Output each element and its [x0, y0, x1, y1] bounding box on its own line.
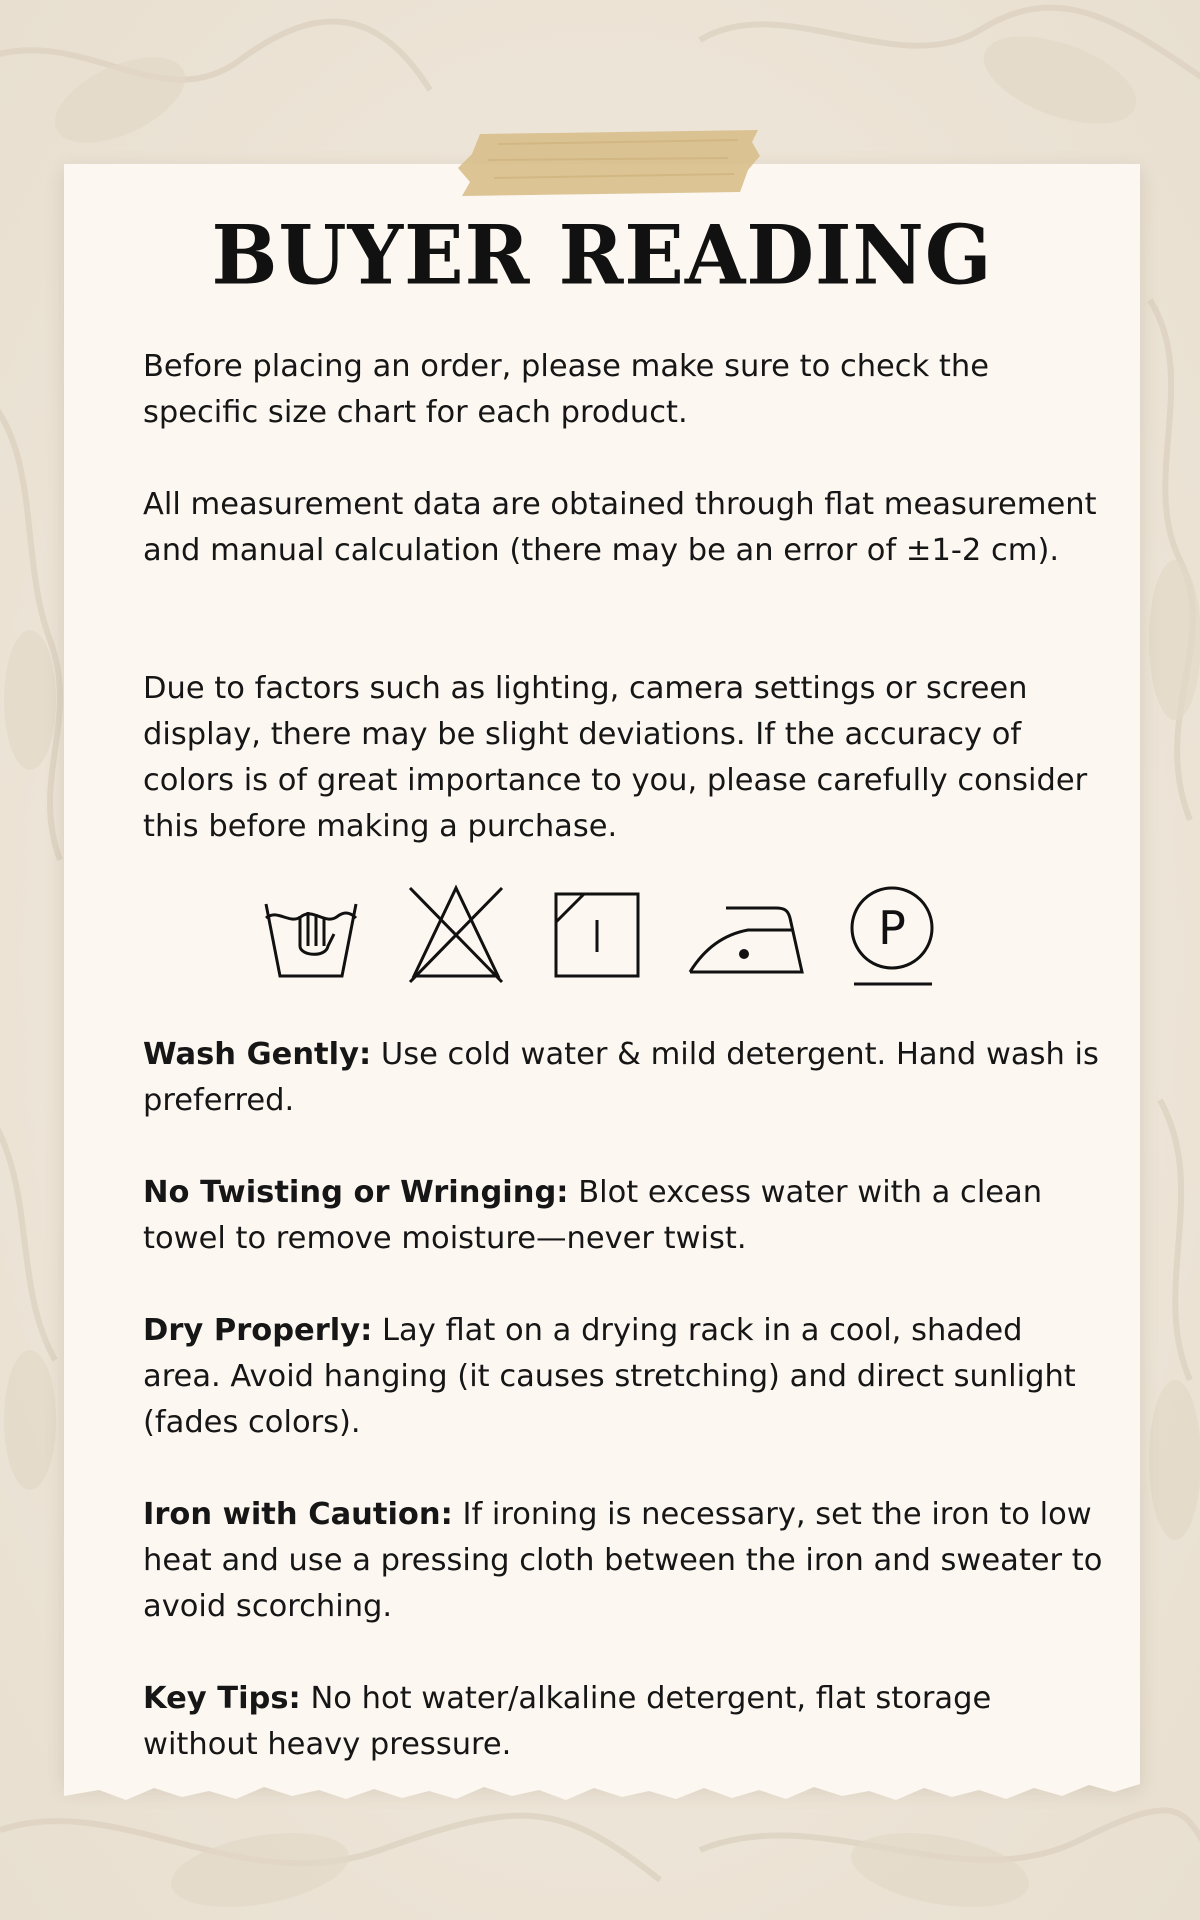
- intro-paragraph-size-chart: Before placing an order, please make sure to check the specific size chart for each product.: [143, 349, 989, 430]
- iron-low-heat-icon: [686, 880, 806, 990]
- care-item-text: No hot water/alkaline detergent, flat storage without heavy pressure.: [143, 1681, 992, 1762]
- page-title: BUYER READING: [211, 207, 993, 304]
- dry-clean-letter: P: [878, 901, 906, 955]
- care-item-no-twisting: [143, 1170, 1103, 1262]
- intro-paragraph-measurement: All measurement data are obtained through flat measurement and manual calculation (there may be an error of ±1-2 cm).: [143, 487, 1097, 568]
- care-item-key-tips: [143, 1676, 1103, 1768]
- care-item-text: Use cold water & mild detergent. Hand wash is preferred.: [143, 1037, 1099, 1118]
- care-item-heading: Dry Properly:: [143, 1313, 373, 1348]
- care-item-dry: [143, 1308, 1103, 1446]
- care-icons-row: [260, 880, 940, 990]
- dry-clean-p-icon: [846, 880, 940, 990]
- care-item-wash: [143, 1032, 1103, 1124]
- care-item-heading: Iron with Caution:: [143, 1497, 453, 1532]
- care-item-heading: Key Tips:: [143, 1681, 301, 1716]
- do-not-bleach-icon: [406, 880, 506, 990]
- care-item-text: Lay flat on a drying rack in a cool, shaded area. Avoid hanging (it causes stretching) and direct sunlight (fades colors).: [143, 1313, 1076, 1440]
- hand-wash-icon: [260, 880, 360, 990]
- care-item-text: If ironing is necessary, set the iron to low heat and use a pressing cloth between the iron and sweater to avoid scorching.: [143, 1497, 1103, 1624]
- tape-strip: [458, 130, 764, 196]
- care-item-text: Blot excess water with a clean towel to remove moisture—never twist.: [143, 1175, 1043, 1256]
- care-item-heading: No Twisting or Wringing:: [143, 1175, 569, 1210]
- care-item-iron: [143, 1492, 1103, 1630]
- care-item-heading: Wash Gently:: [143, 1037, 372, 1072]
- dry-flat-icon: [552, 880, 642, 990]
- intro-paragraph-color-deviation: Due to factors such as lighting, camera settings or screen display, there may be slight deviations. If the accuracy of colors is of great importance to you, please carefully consider this before making a purchase.: [143, 671, 1088, 844]
